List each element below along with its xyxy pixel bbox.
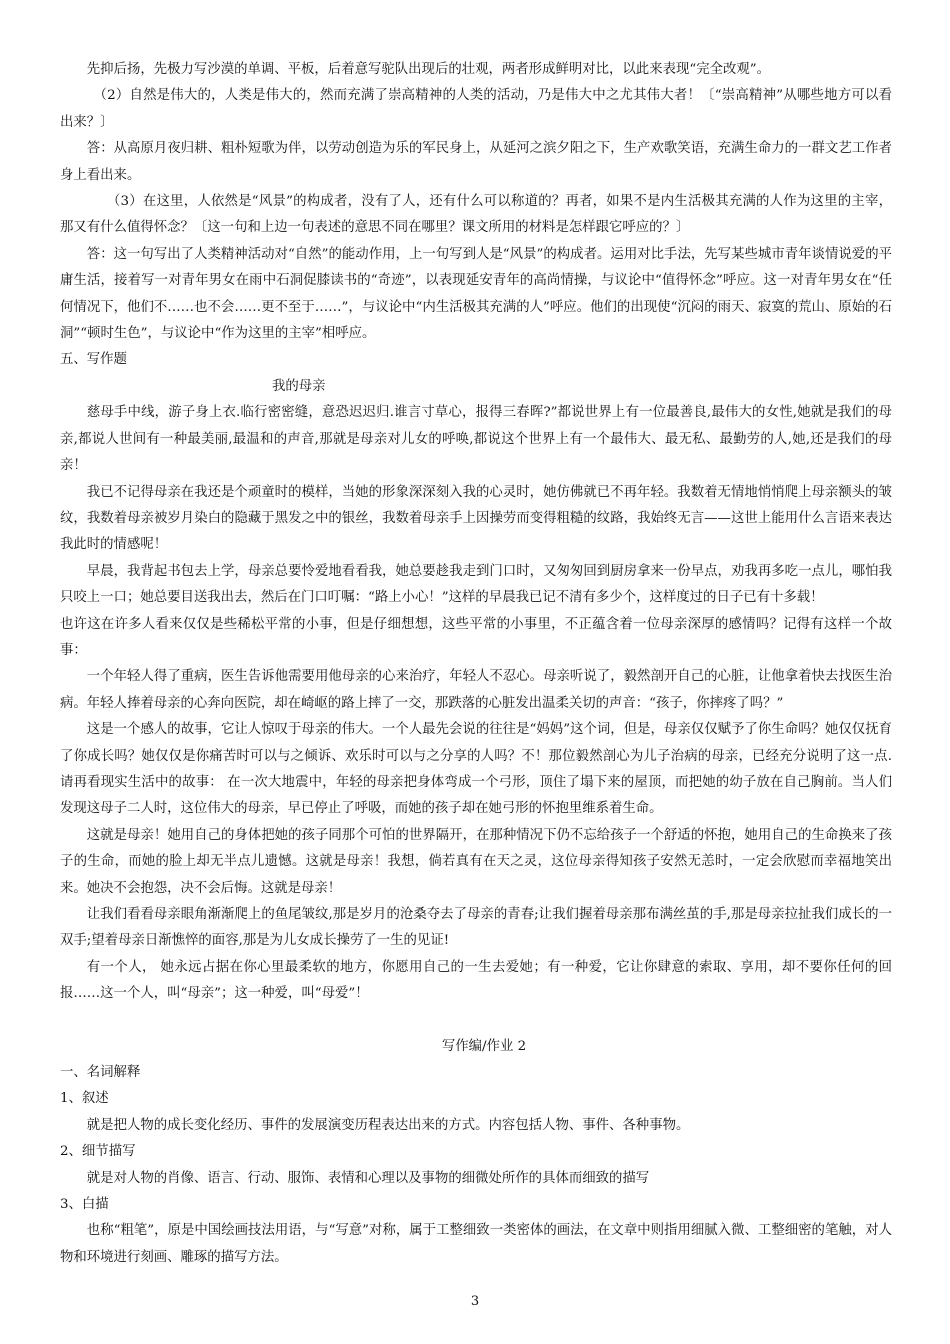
essay-paragraph: 有一个人， 她永远占据在你心里最柔软的地方，你愿用自己的一生去爱她；有一种爱，它让你肆意的索取、享用，却不要你任何的回报……这一个人，叫“母亲”；这一种爱，叫“母爱”！ [60,959,892,1002]
essay-paragraph: 也许这在许多人看来仅仅是些稀松平常的小事，但是仔细想想，这些平常的小事里，不正蕴含着一位母亲深厚的感情吗？记得有这样一个故事： [60,616,892,658]
essay-paragraph: 这就是母亲！她用自己的身体把她的孩子同那个可怕的世界隔开，在那种情况下仍不忘给孩子一个舒适的怀抱，她用自己的生命换来了孩子的生命，而她的脸上却无半点儿遗憾。这就是母亲！我想，倘若真有在天之灵，这位母亲得知孩子安然无恙时，一定会欣慰而幸福地笑出来。她决不会抱怨，决不会后悔。这就是母亲！ [60,827,892,896]
page-number: 3 [470,1294,480,1309]
spacer [60,1008,892,1034]
essay-paragraph: 一个年轻人得了重病，医生告诉他需要用他母亲的心来治疗，年轻人不忍心。母亲听说了，毅然剖开自己的心脏，让他拿着快去找医生治病。年轻人捧着母亲的心奔向医院，却在崎岖的路上摔了一交，那跌落的心脏发出温柔关切的声音：“孩子，你摔疼了吗？” [60,669,892,711]
page-content [60,57,892,1271]
term-heading: 2、细节描写 [60,1144,136,1160]
assignment-title: 写作编/作业 2 [441,1038,527,1054]
essay-paragraph: 我已不记得母亲在我还是个顽童时的模样，当她的形象深深刻入我的心灵时，她仿佛就已不再年轻。我数着无情地悄悄爬上母亲额头的皱纹，我数着母亲被岁月染白的隐藏于黑发之中的银丝，我数着母亲手上因操劳而变得粗糙的纹路，我始终无言——这世上能用什么言语来表达我此时的情感呢！ [60,484,892,553]
essay-paragraph: 让我们看看母亲眼角渐渐爬上的鱼尾皱纹,那是岁月的沧桑夺去了母亲的青春;让我们握着母亲那布满丝茧的手,那是母亲拉扯我们成长的一双手;望着母亲日渐憔悴的面容,那是为儿女成长操劳了一生的见证! [60,907,892,949]
essay-paragraph: 早晨，我背起书包去上学，母亲总要怜爱地看看我，她总要趁我走到门口时，又匆匆回到厨房拿来一份早点，劝我再多吃一点儿，哪怕我只咬上一口；她总要目送我出去，然后在门口叮嘱：“路上小心！”这样的早晨我已记不清有多少个，这样度过的日子已有十多载！ [60,563,892,606]
essay-paragraph: 这是一个感人的故事，它让人惊叹于母亲的伟大。一个人最先会说的往往是“妈妈”这个词，但是，母亲仅仅赋予了你生命吗？她仅仅抚育了你成长吗？她仅仅是你痛苦时可以与之倾诉、欢乐时可以与之分享的人吗？不！那位毅然剖心为儿子治病的母亲，已经充分说明了这一点. 请再看现实生活中的故事： 在一次大地震中，年轻的母亲把身体弯成一个弓形，顶住了塌下来的屋顶，而把她的幼子放在自己胸前。当人们发现这母子二人时，这位伟大的母亲，早已停止了呼吸，而她的孩子却在她弓形的怀抱里维系着生命。 [60,722,892,817]
term-definition: 也称“粗笔”，原是中国绘画技法用语，与“写意”对称，属于工整细致一类密体的画法，在文章中则指用细腻入微、工整细密的笔触，对人物和环境进行刻画、雕琢的描写方法。 [60,1223,892,1265]
question-3: （3）在这里，人依然是“风景”的构成者，没有了人，还有什么可以称道的？再者，如果不是内生活极其充满的人作为这里的主宰，那又有什么值得怀念？〔这一句和上边一句表述的意思不同在哪里？课文所用的材料是怎样跟它呼应的？〕 [60,194,892,236]
essay-title: 我的母亲 [272,378,326,394]
answer-3: 答：这一句写出了人类精神活动对“自然”的能动作用，上一句写到人是“风景”的构成者。运用对比手法，先写某些城市青年谈情说爱的平庸生活，接着写一对青年男女在雨中石洞促膝读书的“奇迹”，以表现延安青年的高尚情操，与议论中“值得怀念”呼应。这一对青年男女在“任何情况下，他们不……也不会……更不至于……”，与议论中“内生活极其充满的人”呼应。他们的出现使“沉闷的雨天、寂寞的荒山、原始的石洞”“顿时生色”，与议论中“作为这里的主宰”相呼应。 [60,246,892,342]
section-heading-writing: 五、写作题 [60,352,127,368]
term-definition: 就是把人物的成长变化经历、事件的发展演变历程表达出来的方式。内容包括人物、事件、各种事物。 [86,1117,690,1133]
question-2: （2）自然是伟大的，人类是伟大的，然而充满了崇高精神的人类的活动，乃是伟大中之尤其伟大者！〔“崇高精神”从哪些地方可以看出来？〕 [60,88,892,130]
term-heading: 3、白描 [60,1197,109,1213]
term-definition: 就是对人物的肖像、语言、行动、服饰、表情和心理以及事物的细微处所作的具体而细致的描写 [86,1170,650,1186]
section-heading-terms: 一、名词解释 [60,1065,141,1081]
answer-2: 答：从高原月夜归耕、粗朴短歌为伴，以劳动创造为乐的军民身上，从延河之滨夕阳之下，生产欢歌笑语，充满生命力的一群文艺工作者身上看出来。 [60,141,892,183]
essay-paragraph: 慈母手中线，游子身上衣.临行密密缝，意恐迟迟归.谁言寸草心，报得三春晖?”都说世界上有一位最善良,最伟大的女性,她就是我们的母亲,都说人世间有一种最美丽,最温和的声音,那就是母亲对儿女的呼唤,都说这个世界上有一个最伟大、最无私、最勤劳的人,她,还是我们的母亲！ [60,405,892,474]
paragraph: 先抑后扬，先极力写沙漠的单调、平板，后着意写驼队出现后的壮观，两者形成鲜明对比，以此来表现“完全改观”。 [86,62,771,77]
term-heading: 1、叙述 [60,1091,109,1107]
